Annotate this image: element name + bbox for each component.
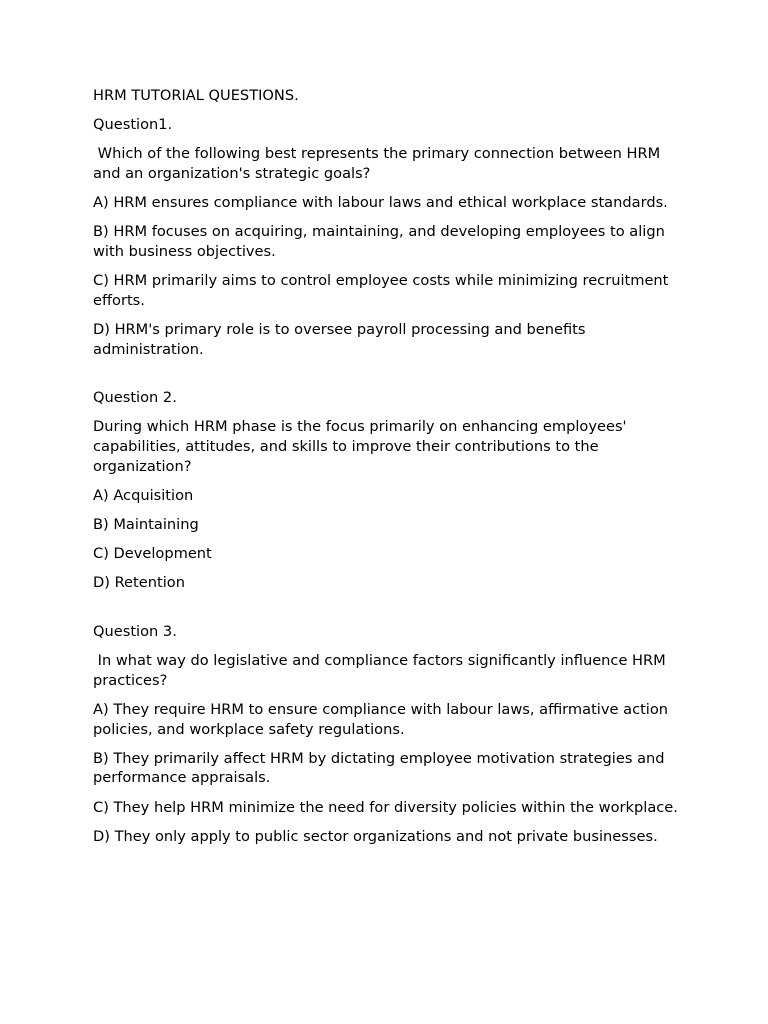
answer-option-b: B) HRM focuses on acquiring, maintaining, and developing employees to align with business objectives.: [93, 223, 670, 260]
answer-option-b: B) Maintaining: [93, 515, 199, 533]
answer-option-c: C) They help HRM minimize the need for diversity policies within the workplace.: [93, 798, 678, 816]
answer-option-a: A) Acquisition: [93, 486, 194, 504]
answer-option-c: C) Development: [93, 545, 212, 563]
question-heading: Question 2.: [93, 389, 177, 407]
question-block-1: [93, 115, 683, 359]
answer-option-d: D) They only apply to public sector organizations and not private businesses.: [93, 827, 658, 845]
question-prompt: Which of the following best represents the primary connection between HRM and an organization's strategic goals?: [93, 145, 665, 182]
answer-option-a: A) They require HRM to ensure compliance with labour laws, affirmative action policies, and workplace safety regulations.: [93, 700, 673, 738]
answer-option-d: D) Retention: [93, 574, 185, 592]
answer-option-d: D) HRM's primary role is to oversee payroll processing and benefits administration.: [93, 320, 591, 358]
question-block-3: [93, 622, 683, 846]
document-title: HRM TUTORIAL QUESTIONS.: [93, 87, 299, 104]
question-block-2: [93, 388, 683, 593]
question-prompt: During which HRM phase is the focus primarily on enhancing employees' capabilities, attitudes, and skills to improve their contributions to the organization?: [93, 418, 632, 475]
blank-line: [93, 369, 683, 389]
answer-option-a: A) HRM ensures compliance with labour laws and ethical workplace standards.: [93, 194, 668, 212]
question-prompt: In what way do legislative and compliance factors significantly influence HRM practices?: [93, 652, 671, 689]
answer-option-c: C) HRM primarily aims to control employee costs while minimizing recruitment efforts.: [93, 272, 674, 309]
document-page: [93, 86, 683, 856]
question-heading: Question 3.: [93, 623, 177, 640]
answer-option-b: B) They primarily affect HRM by dictating employee motivation strategies and performance appraisals.: [93, 749, 670, 787]
question-heading: Question1.: [93, 116, 173, 134]
blank-line: [93, 603, 683, 623]
